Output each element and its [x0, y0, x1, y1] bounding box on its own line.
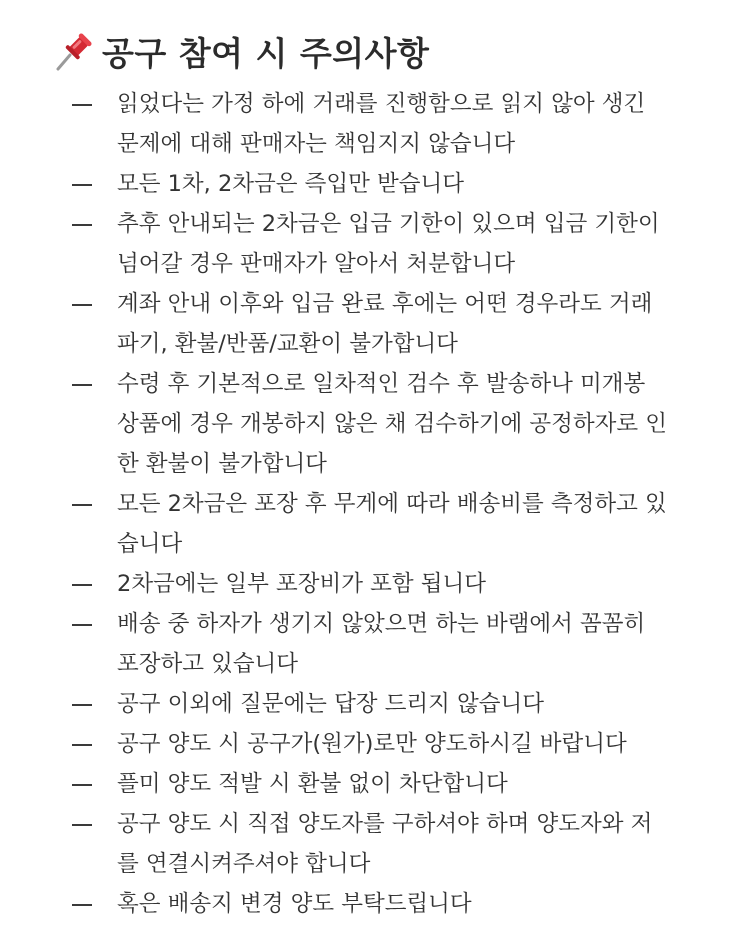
list-item: [0, 804, 750, 884]
list-item: [0, 604, 750, 684]
dash-bullet-icon: [72, 204, 96, 244]
page-title: 공구 참여 시 주의사항: [102, 33, 430, 73]
list-item-line: 수령 후 기본적으로 일차적인 검수 후 발송하나 미개봉: [117, 371, 646, 397]
dash-bullet-icon: [72, 764, 96, 804]
dash-bullet-icon: [72, 284, 96, 324]
list-item-line: 파기, 환불/반품/교환이 불가합니다: [117, 331, 458, 357]
list-item: [0, 484, 750, 564]
dash-bullet-icon: [72, 724, 96, 764]
dash-bullet-icon: [72, 84, 96, 124]
list-item-text: [117, 564, 707, 604]
list-item: [0, 884, 750, 924]
list-item-text: [117, 884, 707, 924]
list-item-text: [117, 204, 707, 284]
list-item-line: 2차금에는 일부 포장비가 포함 됩니다: [117, 571, 486, 597]
list-item-line: 혹은 배송지 변경 양도 부탁드립니다: [117, 891, 472, 917]
list-item: [0, 564, 750, 604]
dash-bullet-icon: [72, 164, 96, 204]
dash-bullet-icon: [72, 884, 96, 924]
list-item-text: [117, 604, 707, 684]
dash-bullet-icon: [72, 564, 96, 604]
list-item: [0, 764, 750, 804]
list-item-text: [117, 284, 707, 364]
list-item-line: 추후 안내되는 2차금은 입금 기한이 있으며 입금 기한이: [117, 211, 660, 237]
list-item-line: 읽었다는 가정 하에 거래를 진행함으로 읽지 않아 생긴: [117, 91, 646, 117]
list-item-line: 상품에 경우 개봉하지 않은 채 검수하기에 공정하자로 인: [117, 411, 667, 437]
dash-bullet-icon: [72, 684, 96, 724]
list-item-line: 를 연결시켜주셔야 합니다: [117, 851, 371, 877]
list-item-text: [117, 164, 707, 204]
list-item-text: [117, 364, 707, 484]
list-item-line: 문제에 대해 판매자는 책임지지 않습니다: [117, 131, 516, 157]
list-item-line: 모든 1차, 2차금은 즉입만 받습니다: [117, 171, 464, 197]
list-item: [0, 84, 750, 164]
list-item-line: 한 환불이 불가합니다: [117, 451, 327, 477]
section-heading: [52, 26, 429, 76]
list-item: [0, 724, 750, 764]
list-item: [0, 164, 750, 204]
list-item-line: 습니다: [117, 531, 183, 557]
list-item-line: 공구 양도 시 직접 양도자를 구하셔야 하며 양도자와 저: [117, 811, 653, 837]
clipped-previous-content: [0, 0, 750, 14]
list-item-text: [117, 484, 707, 564]
list-item-text: [117, 684, 707, 724]
list-item-text: [117, 804, 707, 884]
list-item-text: [117, 764, 707, 804]
dash-bullet-icon: [72, 484, 96, 524]
list-item-line: 공구 양도 시 공구가(원가)로만 양도하시길 바랍니다: [117, 731, 627, 757]
pushpin-icon: [52, 29, 96, 73]
list-item: [0, 204, 750, 284]
dash-bullet-icon: [72, 804, 96, 844]
list-item-line: 포장하고 있습니다: [117, 651, 299, 677]
notice-list: [0, 84, 750, 924]
list-item-line: 배송 중 하자가 생기지 않았으면 하는 바램에서 꼼꼼히: [117, 611, 646, 637]
list-item: [0, 684, 750, 724]
dash-bullet-icon: [72, 604, 96, 644]
list-item-line: 공구 이외에 질문에는 답장 드리지 않습니다: [117, 691, 544, 717]
list-item: [0, 284, 750, 364]
list-item-line: 계좌 안내 이후와 입금 완료 후에는 어떤 경우라도 거래: [117, 291, 653, 317]
list-item-text: [117, 724, 707, 764]
list-item-line: 모든 2차금은 포장 후 무게에 따라 배송비를 측정하고 있: [117, 491, 667, 517]
list-item-line: 플미 양도 적발 시 환불 없이 차단합니다: [117, 771, 508, 797]
list-item-text: [117, 84, 707, 164]
list-item-line: 넘어갈 경우 판매자가 알아서 처분합니다: [117, 251, 516, 277]
list-item: [0, 364, 750, 484]
dash-bullet-icon: [72, 364, 96, 404]
